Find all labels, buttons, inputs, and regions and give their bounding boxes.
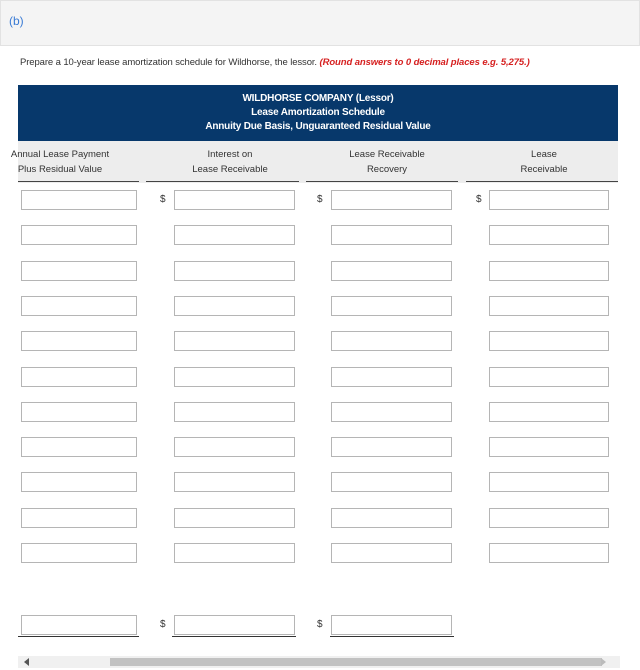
currency-symbol: $	[476, 194, 482, 205]
payment-input[interactable]	[21, 367, 137, 387]
recovery-input[interactable]	[331, 367, 452, 387]
column-underline	[306, 181, 458, 182]
scroll-right-icon[interactable]	[601, 658, 606, 666]
receivable-input[interactable]	[489, 508, 609, 528]
receivable-input[interactable]	[489, 261, 609, 281]
payment-input[interactable]	[21, 261, 137, 281]
column-underline	[466, 181, 618, 182]
part-header	[0, 0, 640, 46]
payment-input[interactable]	[21, 508, 137, 528]
column-header-line: Recovery	[366, 164, 408, 175]
interest-input[interactable]	[174, 296, 295, 316]
instructions-text: Prepare a 10-year lease amortization schedule for Wildhorse, the lessor.	[20, 57, 317, 68]
recovery-input[interactable]	[331, 402, 452, 422]
interest-input[interactable]	[174, 437, 295, 457]
interest-input[interactable]	[174, 367, 295, 387]
interest-input[interactable]	[174, 261, 295, 281]
rounding-note: (Round answers to 0 decimal places e.g. 5,275.)	[319, 57, 530, 68]
horizontal-scrollbar[interactable]	[18, 656, 620, 668]
total-underline	[172, 636, 296, 637]
interest-input[interactable]	[174, 402, 295, 422]
currency-symbol: $	[160, 619, 166, 630]
column-header-line: Annual Lease Payment	[10, 149, 110, 160]
scroll-thumb[interactable]	[110, 658, 602, 666]
column-header-recovery	[317, 147, 457, 177]
column-header-payment	[0, 147, 120, 177]
payment-input[interactable]	[21, 402, 137, 422]
recovery-input[interactable]	[331, 296, 452, 316]
recovery-input[interactable]	[331, 437, 452, 457]
instructions	[20, 57, 530, 68]
payment-input[interactable]	[21, 225, 137, 245]
total-underline	[18, 636, 139, 637]
payment-input[interactable]	[21, 296, 137, 316]
payment-input[interactable]	[21, 190, 137, 210]
recovery-input[interactable]	[331, 190, 452, 210]
receivable-input[interactable]	[489, 437, 609, 457]
column-underline	[146, 181, 299, 182]
recovery-input[interactable]	[331, 508, 452, 528]
interest-input[interactable]	[174, 331, 295, 351]
receivable-input[interactable]	[489, 296, 609, 316]
receivable-input[interactable]	[489, 402, 609, 422]
receivable-input[interactable]	[489, 225, 609, 245]
part-label: (b)	[9, 14, 24, 28]
scroll-left-icon[interactable]	[24, 658, 29, 666]
column-header-line: Interest on	[207, 149, 253, 160]
column-underline	[18, 181, 139, 182]
payment-input[interactable]	[21, 331, 137, 351]
column-header-interest	[160, 147, 300, 177]
currency-symbol: $	[160, 194, 166, 205]
column-header-line: Lease Receivable	[192, 164, 268, 175]
receivable-input[interactable]	[489, 190, 609, 210]
currency-symbol: $	[317, 194, 323, 205]
receivable-input[interactable]	[489, 331, 609, 351]
receivable-input[interactable]	[489, 543, 609, 563]
interest-input[interactable]	[174, 225, 295, 245]
schedule-title	[18, 85, 618, 141]
column-header-line: Lease Receivable	[349, 149, 425, 160]
column-header-line: Lease	[531, 149, 557, 160]
payment-input[interactable]	[21, 437, 137, 457]
recovery-input[interactable]	[331, 261, 452, 281]
recovery-input[interactable]	[331, 331, 452, 351]
interest-input[interactable]	[174, 190, 295, 210]
interest-input[interactable]	[174, 472, 295, 492]
total-payment-input[interactable]	[21, 615, 137, 635]
payment-input[interactable]	[21, 472, 137, 492]
column-header-line: Receivable	[520, 164, 568, 175]
interest-input[interactable]	[174, 543, 295, 563]
recovery-input[interactable]	[331, 472, 452, 492]
currency-symbol: $	[317, 619, 323, 630]
column-header-line: Plus Residual Value	[17, 164, 103, 175]
payment-input[interactable]	[21, 543, 137, 563]
company-name: WILDHORSE COMPANY (Lessor)	[242, 93, 394, 104]
recovery-input[interactable]	[331, 543, 452, 563]
schedule-basis: Annuity Due Basis, Unguaranteed Residual Value	[205, 121, 431, 132]
schedule-name: Lease Amortization Schedule	[251, 107, 385, 118]
total-recovery-input[interactable]	[331, 615, 452, 635]
column-header-receivable	[484, 147, 604, 177]
receivable-input[interactable]	[489, 472, 609, 492]
column-header-row	[10, 141, 618, 183]
receivable-input[interactable]	[489, 367, 609, 387]
interest-input[interactable]	[174, 508, 295, 528]
total-underline	[330, 636, 454, 637]
total-interest-input[interactable]	[174, 615, 295, 635]
recovery-input[interactable]	[331, 225, 452, 245]
